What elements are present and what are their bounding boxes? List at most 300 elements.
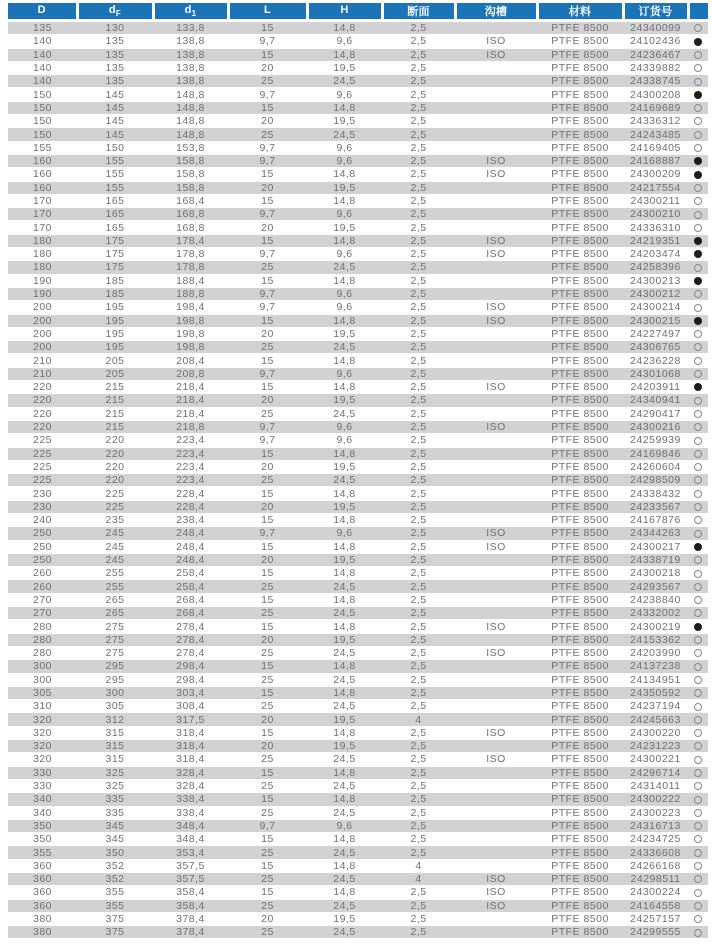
cell-material: PTFE 8500 [537,75,623,88]
cell-material: PTFE 8500 [537,141,623,154]
cell-groove [455,474,537,487]
cell-cross-section: 2,5 [382,115,455,128]
cell-cross-section: 2,5 [382,75,455,88]
cell-cross-section: 2,5 [382,487,455,500]
cell-cross-section: 2,5 [382,607,455,620]
cell-order-number: 24316713 [623,819,688,832]
cell-status [688,806,708,819]
table-row [8,646,708,659]
cell-H: 19,5 [307,61,382,74]
cell-status [688,500,708,513]
cell-cross-section: 2,5 [382,394,455,407]
cell-D: 320 [8,726,77,739]
cell-material: PTFE 8500 [537,673,623,686]
cell-D: 220 [8,407,77,420]
cell-dF: 165 [77,221,153,234]
cell-material: PTFE 8500 [537,274,623,287]
filled-circle-icon [694,277,702,285]
open-circle-icon [694,716,702,724]
table-row [8,527,708,540]
cell-order-number: 24203990 [623,646,688,659]
filled-circle-icon [694,383,702,391]
cell-L: 15 [228,487,307,500]
cell-groove [455,274,537,287]
cell-L: 9,7 [228,420,307,433]
cell-order-number: 24169405 [623,141,688,154]
cell-cross-section: 2,5 [382,766,455,779]
cell-groove [455,394,537,407]
cell-groove: ISO [455,726,537,739]
cell-H: 14,8 [307,567,382,580]
cell-status [688,341,708,354]
cell-status [688,474,708,487]
cell-D: 360 [8,859,77,872]
cell-material: PTFE 8500 [537,287,623,300]
cell-groove [455,793,537,806]
cell-H: 24,5 [307,926,382,939]
cell-D: 360 [8,899,77,912]
cell-L: 9,7 [228,154,307,167]
cell-status [688,766,708,779]
cell-H: 24,5 [307,407,382,420]
cell-status [688,580,708,593]
cell-H: 24,5 [307,700,382,713]
cell-d1: 168,8 [153,208,228,221]
cell-dF: 175 [77,234,153,247]
cell-d1: 218,4 [153,381,228,394]
cell-status [688,833,708,846]
cell-d1: 338,4 [153,793,228,806]
cell-dF: 220 [77,460,153,473]
cell-material: PTFE 8500 [537,447,623,460]
cell-H: 24,5 [307,753,382,766]
cell-L: 20 [228,500,307,513]
cell-d1: 278,4 [153,646,228,659]
cell-L: 15 [228,859,307,872]
cell-L: 25 [228,899,307,912]
cell-cross-section: 2,5 [382,527,455,540]
cell-order-number: 24236228 [623,354,688,367]
table-row [8,141,708,154]
cell-D: 170 [8,194,77,207]
cell-dF: 135 [77,61,153,74]
open-circle-icon [694,343,702,351]
table-row [8,487,708,500]
table-row [8,700,708,713]
cell-H: 24,5 [307,607,382,620]
cell-order-number: 24306765 [623,341,688,354]
cell-H: 14,8 [307,48,382,61]
cell-material: PTFE 8500 [537,806,623,819]
cell-dF: 325 [77,766,153,779]
cell-L: 25 [228,753,307,766]
cell-dF: 215 [77,407,153,420]
cell-material: PTFE 8500 [537,886,623,899]
cell-status [688,460,708,473]
cell-d1: 133,8 [153,21,228,35]
cell-status [688,168,708,181]
cell-cross-section: 2,5 [382,793,455,806]
cell-material: PTFE 8500 [537,407,623,420]
cell-d1: 357,5 [153,859,228,872]
cell-status [688,407,708,420]
cell-H: 14,8 [307,314,382,327]
table-row [8,154,708,167]
cell-order-number: 24243485 [623,128,688,141]
cell-H: 19,5 [307,460,382,473]
cell-order-number: 24300215 [623,314,688,327]
cell-status [688,61,708,74]
cell-groove: ISO [455,527,537,540]
cell-D: 155 [8,141,77,154]
filled-circle-icon [694,157,702,165]
cell-order-number: 24137238 [623,660,688,673]
table-row [8,846,708,859]
cell-status [688,793,708,806]
cell-material: PTFE 8500 [537,620,623,633]
cell-D: 250 [8,553,77,566]
cell-order-number: 24153362 [623,633,688,646]
cell-d1: 318,4 [153,753,228,766]
cell-material: PTFE 8500 [537,646,623,659]
cell-H: 9,6 [307,287,382,300]
cell-order-number: 24234725 [623,833,688,846]
cell-order-number: 24169689 [623,101,688,114]
cell-H: 14,8 [307,487,382,500]
cell-dF: 135 [77,35,153,48]
cell-dF: 175 [77,261,153,274]
cell-H: 14,8 [307,859,382,872]
cell-d1: 348,4 [153,819,228,832]
cell-material: PTFE 8500 [537,793,623,806]
cell-L: 20 [228,181,307,194]
cell-status [688,434,708,447]
cell-groove [455,75,537,88]
cell-status [688,553,708,566]
cell-material: PTFE 8500 [537,434,623,447]
cell-status [688,607,708,620]
cell-material: PTFE 8500 [537,35,623,48]
cell-status [688,873,708,886]
cell-cross-section: 2,5 [382,101,455,114]
cell-order-number: 24300212 [623,287,688,300]
cell-H: 24,5 [307,646,382,659]
cell-L: 15 [228,726,307,739]
cell-L: 15 [228,447,307,460]
cell-d1: 198,8 [153,314,228,327]
cell-status [688,354,708,367]
cell-status [688,540,708,553]
cell-material: PTFE 8500 [537,261,623,274]
cell-d1: 358,4 [153,886,228,899]
table-row [8,753,708,766]
cell-dF: 220 [77,474,153,487]
cell-H: 19,5 [307,500,382,513]
cell-groove [455,580,537,593]
table-row [8,88,708,101]
cell-H: 9,6 [307,434,382,447]
table-row [8,75,708,88]
open-circle-icon [694,556,702,564]
cell-L: 25 [228,75,307,88]
cell-cross-section: 2,5 [382,194,455,207]
cell-material: PTFE 8500 [537,700,623,713]
cell-status [688,248,708,261]
cell-material: PTFE 8500 [537,899,623,912]
cell-groove [455,912,537,925]
cell-order-number: 24259939 [623,434,688,447]
cell-order-number: 24231223 [623,740,688,753]
open-circle-icon [694,756,702,764]
cell-order-number: 24293567 [623,580,688,593]
cell-material: PTFE 8500 [537,713,623,726]
cell-groove [455,221,537,234]
cell-cross-section: 2,5 [382,474,455,487]
cell-material: PTFE 8500 [537,686,623,699]
table-row [8,314,708,327]
cell-cross-section: 2,5 [382,833,455,846]
cell-status [688,447,708,460]
cell-D: 360 [8,873,77,886]
cell-H: 19,5 [307,181,382,194]
cell-order-number: 24233567 [623,500,688,513]
table-row [8,660,708,673]
table-row [8,301,708,314]
cell-groove [455,713,537,726]
cell-groove [455,327,537,340]
cell-d1: 208,4 [153,354,228,367]
cell-status [688,75,708,88]
cell-material: PTFE 8500 [537,381,623,394]
open-circle-icon [694,463,702,471]
cell-d1: 308,4 [153,700,228,713]
column-header-material: 材料 [537,3,623,21]
cell-order-number: 24102436 [623,35,688,48]
cell-groove: ISO [455,168,537,181]
table-row [8,673,708,686]
table-row [8,128,708,141]
table-row [8,287,708,300]
filled-circle-icon [694,171,702,179]
cell-material: PTFE 8500 [537,420,623,433]
cell-D: 225 [8,460,77,473]
cell-D: 160 [8,154,77,167]
cell-dF: 165 [77,208,153,221]
cell-material: PTFE 8500 [537,766,623,779]
table-row [8,21,708,35]
column-header-H: H [307,3,382,21]
cell-H: 24,5 [307,580,382,593]
cell-dF: 215 [77,420,153,433]
cell-cross-section: 2,5 [382,168,455,181]
cell-H: 9,6 [307,367,382,380]
cell-cross-section: 2,5 [382,154,455,167]
open-circle-icon [694,875,702,883]
cell-order-number: 24300222 [623,793,688,806]
cell-status [688,261,708,274]
cell-order-number: 24332002 [623,607,688,620]
table-row [8,394,708,407]
cell-H: 19,5 [307,221,382,234]
cell-d1: 298,4 [153,660,228,673]
cell-d1: 258,4 [153,567,228,580]
cell-cross-section: 2,5 [382,567,455,580]
cell-material: PTFE 8500 [537,354,623,367]
cell-dF: 355 [77,899,153,912]
open-circle-icon [694,304,702,312]
cell-order-number: 24340941 [623,394,688,407]
cell-order-number: 24300214 [623,301,688,314]
cell-L: 25 [228,580,307,593]
table-row [8,407,708,420]
cell-H: 24,5 [307,75,382,88]
cell-dF: 375 [77,926,153,939]
cell-D: 280 [8,633,77,646]
cell-L: 25 [228,700,307,713]
cell-groove: ISO [455,314,537,327]
cell-cross-section: 2,5 [382,301,455,314]
cell-d1: 158,8 [153,181,228,194]
cell-status [688,779,708,792]
table-row [8,633,708,646]
cell-L: 15 [228,381,307,394]
cell-H: 24,5 [307,673,382,686]
cell-d1: 248,4 [153,553,228,566]
cell-status [688,101,708,114]
cell-d1: 278,4 [153,633,228,646]
cell-status [688,194,708,207]
cell-d1: 328,4 [153,766,228,779]
cell-cross-section: 2,5 [382,208,455,221]
open-circle-icon [694,24,702,32]
cell-groove [455,141,537,154]
cell-cross-section: 2,5 [382,660,455,673]
cell-status [688,420,708,433]
cell-dF: 195 [77,327,153,340]
cell-status [688,381,708,394]
cell-D: 225 [8,447,77,460]
cell-cross-section: 2,5 [382,593,455,606]
cell-H: 9,6 [307,420,382,433]
cell-material: PTFE 8500 [537,460,623,473]
cell-d1: 148,8 [153,88,228,101]
cell-groove [455,21,537,35]
cell-d1: 268,4 [153,607,228,620]
filled-circle-icon [694,623,702,631]
table-row [8,234,708,247]
table-row [8,806,708,819]
cell-cross-section: 2,5 [382,753,455,766]
cell-H: 24,5 [307,806,382,819]
open-circle-icon [694,915,702,923]
cell-L: 15 [228,513,307,526]
cell-D: 280 [8,620,77,633]
cell-H: 14,8 [307,593,382,606]
cell-cross-section: 4 [382,713,455,726]
cell-d1: 178,8 [153,248,228,261]
cell-material: PTFE 8500 [537,248,623,261]
cell-cross-section: 2,5 [382,500,455,513]
cell-L: 25 [228,873,307,886]
open-circle-icon [694,224,702,232]
cell-L: 15 [228,660,307,673]
cell-dF: 155 [77,154,153,167]
table-row [8,248,708,261]
table-row [8,61,708,74]
cell-dF: 335 [77,793,153,806]
table-row [8,607,708,620]
cell-cross-section: 2,5 [382,806,455,819]
open-circle-icon [694,78,702,86]
cell-D: 220 [8,381,77,394]
cell-status [688,753,708,766]
table-row [8,819,708,832]
cell-dF: 295 [77,660,153,673]
cell-H: 14,8 [307,660,382,673]
cell-L: 25 [228,407,307,420]
cell-H: 19,5 [307,633,382,646]
cell-groove: ISO [455,35,537,48]
cell-order-number: 24300221 [623,753,688,766]
cell-d1: 198,8 [153,327,228,340]
cell-order-number: 24227497 [623,327,688,340]
cell-order-number: 24300208 [623,88,688,101]
cell-cross-section: 2,5 [382,912,455,925]
open-circle-icon [694,476,702,484]
cell-L: 15 [228,540,307,553]
cell-order-number: 24336312 [623,115,688,128]
cell-order-number: 24219351 [623,234,688,247]
cell-D: 200 [8,327,77,340]
cell-d1: 223,4 [153,434,228,447]
cell-material: PTFE 8500 [537,726,623,739]
cell-D: 150 [8,128,77,141]
cell-dF: 205 [77,354,153,367]
cell-order-number: 24300218 [623,567,688,580]
table-row [8,48,708,61]
cell-cross-section: 2,5 [382,620,455,633]
cell-groove: ISO [455,154,537,167]
cell-dF: 195 [77,341,153,354]
table-row [8,926,708,939]
cell-L: 15 [228,766,307,779]
cell-status [688,367,708,380]
cell-material: PTFE 8500 [537,607,623,620]
cell-material: PTFE 8500 [537,833,623,846]
cell-cross-section: 2,5 [382,21,455,35]
cell-cross-section: 2,5 [382,367,455,380]
column-header-groove: 沟槽 [455,3,537,21]
table-row [8,367,708,380]
cell-d1: 178,4 [153,234,228,247]
cell-H: 14,8 [307,766,382,779]
cell-cross-section: 2,5 [382,819,455,832]
cell-material: PTFE 8500 [537,740,623,753]
cell-d1: 178,8 [153,261,228,274]
cell-L: 15 [228,21,307,35]
cell-d1: 238,4 [153,513,228,526]
cell-cross-section: 2,5 [382,274,455,287]
cell-d1: 348,4 [153,833,228,846]
cell-groove [455,208,537,221]
cell-status [688,859,708,872]
cell-order-number: 24217554 [623,181,688,194]
cell-dF: 315 [77,726,153,739]
cell-H: 19,5 [307,327,382,340]
cell-dF: 225 [77,500,153,513]
cell-cross-section: 2,5 [382,181,455,194]
cell-d1: 357,5 [153,873,228,886]
